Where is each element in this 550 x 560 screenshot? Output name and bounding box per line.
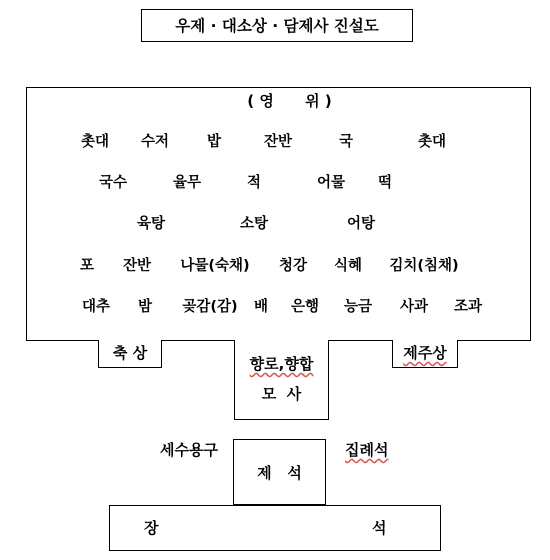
altar-item: 대추	[81, 299, 111, 315]
altar-row-3	[27, 213, 530, 235]
incense-burner-label: 향로,향합	[249, 355, 314, 373]
altar-item: 잔반	[122, 258, 152, 274]
altar-item: 밤	[137, 299, 153, 315]
officiant-seat-label: 집례석	[345, 441, 389, 459]
title-box	[141, 9, 413, 42]
prayer-table	[98, 340, 162, 368]
altar-item: 나물(숙채)	[180, 258, 250, 274]
altar-item: 포	[79, 258, 95, 274]
altar-item: 잔반	[263, 134, 293, 150]
altar-item: 능금	[343, 299, 373, 315]
altar-item: 촛대	[417, 134, 447, 150]
altar-item: 은행	[290, 299, 320, 315]
altar-row-5	[27, 296, 530, 318]
mat-seat-left: 장	[144, 519, 159, 537]
wine-table	[392, 340, 458, 368]
washbasin-label: 세수용구	[160, 441, 218, 459]
altar-row-2	[27, 172, 530, 194]
altar-item: 떡	[377, 175, 393, 191]
altar-row-4	[27, 255, 530, 277]
mat-seat	[109, 505, 441, 551]
altar-item: 김치(침채)	[389, 258, 459, 274]
altar-table	[26, 87, 531, 341]
altar-item: 소탕	[239, 216, 269, 232]
altar-item: 조과	[453, 299, 483, 315]
altar-item: 식혜	[333, 258, 363, 274]
altar-row-1	[27, 131, 530, 153]
altar-item: 국	[338, 134, 354, 150]
altar-item: 육탕	[136, 216, 166, 232]
offering-seat	[233, 439, 326, 505]
altar-item: 율무	[172, 175, 202, 191]
mat-seat-right: 석	[372, 519, 387, 537]
wine-table-label: 제주상	[403, 344, 447, 362]
altar-item: 국수	[98, 175, 128, 191]
altar-item: 어물	[316, 175, 346, 191]
altar-item: 배	[253, 299, 269, 315]
spirit-seat-heading: ( 영 위 )	[247, 92, 332, 110]
altar-item: 적	[246, 175, 262, 191]
altar-item: 수저	[140, 134, 170, 150]
altar-item: 어탕	[346, 216, 376, 232]
altar-item: 밥	[206, 134, 222, 150]
prayer-table-label: 축 상	[112, 344, 148, 362]
altar-item: 촛대	[80, 134, 110, 150]
altar-item: 사과	[399, 299, 429, 315]
incense-table	[234, 340, 329, 420]
mosa-label: 모 사	[261, 385, 302, 403]
altar-item: 곶감(감)	[182, 299, 238, 315]
offering-seat-label: 제 석	[257, 464, 302, 482]
altar-item: 청강	[278, 258, 308, 274]
diagram-title: 우제 · 대소상 · 담제사 진설도	[175, 17, 379, 35]
